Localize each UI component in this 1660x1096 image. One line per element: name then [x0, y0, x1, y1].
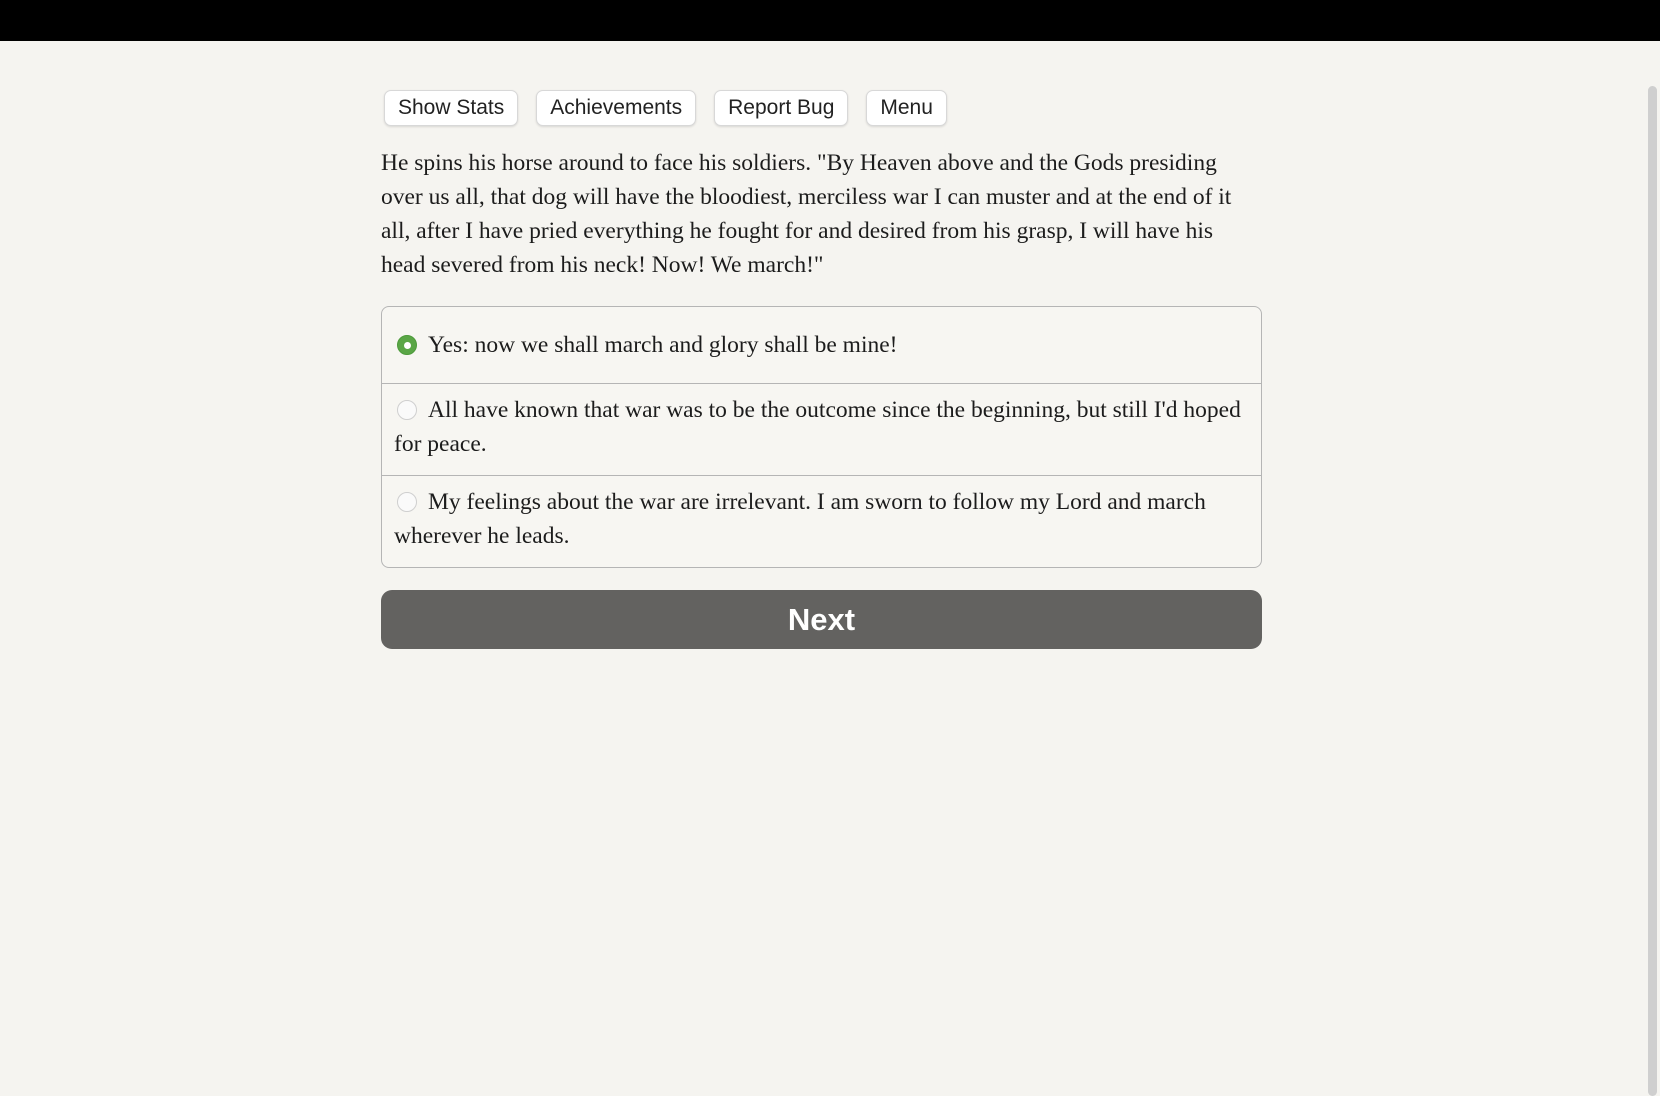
- choice-option-1[interactable]: [382, 307, 1261, 383]
- toolbar: [384, 90, 1262, 126]
- choice-label: All have known that war was to be the outcome since the beginning, but still I'd hoped for peace.: [394, 397, 1241, 457]
- choice-label: My feelings about the war are irrelevant. I am sworn to follow my Lord and march wherever he leads.: [394, 489, 1206, 549]
- game-container: [381, 90, 1262, 649]
- report-bug-button[interactable]: Report Bug: [714, 90, 848, 126]
- browser-top-bar: [0, 0, 1660, 41]
- radio-selected-icon[interactable]: [397, 335, 417, 355]
- show-stats-button[interactable]: Show Stats: [384, 90, 518, 126]
- choice-label: Yes: now we shall march and glory shall be mine!: [428, 332, 898, 358]
- choice-option-2[interactable]: [382, 383, 1261, 475]
- story-text: He spins his horse around to face his soldiers. "By Heaven above and the Gods presiding over us all, that dog will have the bloodiest, merciless war I can muster and at the end of it all, after I have pried everything he fought for and desired from his grasp, I will have his head severed from his neck! Now! We march!": [381, 150, 1232, 278]
- choice-option-3[interactable]: [382, 475, 1261, 567]
- scrollbar-track[interactable]: [1643, 41, 1660, 1080]
- next-button[interactable]: Next: [381, 590, 1262, 649]
- radio-unselected-icon[interactable]: [397, 400, 417, 420]
- choice-list: [381, 306, 1262, 568]
- achievements-button[interactable]: Achievements: [536, 90, 696, 126]
- radio-unselected-icon[interactable]: [397, 492, 417, 512]
- menu-button[interactable]: Menu: [866, 90, 947, 126]
- scrollbar-thumb[interactable]: [1648, 86, 1657, 1096]
